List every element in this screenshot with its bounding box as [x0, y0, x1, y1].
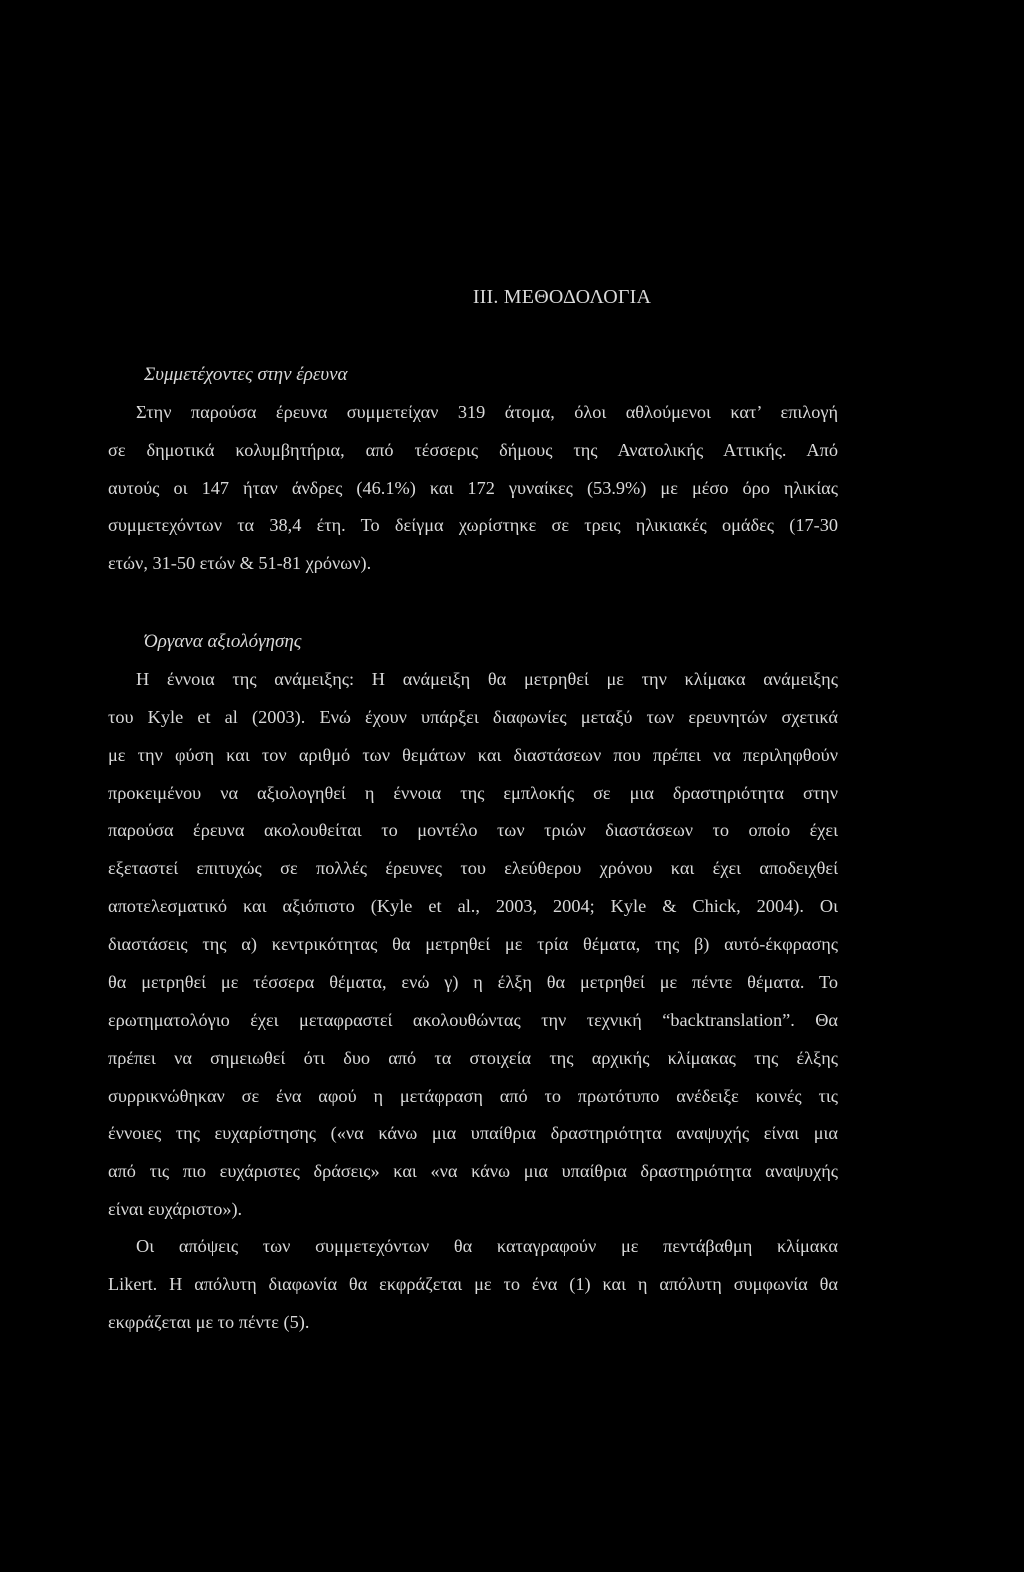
text-line: αποτελεσματικό και αξιόπιστο (Kyle et al., 2003, 2004; Kyle & Chick, 2004). Οι [108, 896, 838, 916]
text-line: Στην παρούσα έρευνα συμμετείχαν 319 άτομα, όλοι αθλούμενοι κατ’ επιλογή [136, 402, 838, 422]
text-line: θα μετρηθεί με τέσσερα θέματα, ενώ γ) η έλξη θα μετρηθεί με πέντε θέματα. Το [108, 972, 838, 992]
text-line: αυτούς οι 147 ήταν άνδρες (46.1%) και 172 γυναίκες (53.9%) με μέσο όρο ηλικίας [108, 478, 838, 498]
text-line: έννοιες της ευχαρίστησης («να κάνω μια υπαίθρια δραστηριότητα αναψυχής είναι μια [108, 1123, 838, 1143]
text-line: προκειμένου να αξιολογηθεί η έννοια της εμπλοκής σε μια δραστηριότητα στην [108, 783, 838, 803]
text-line: του Kyle et al (2003). Ενώ έχουν υπάρξει διαφωνίες μεταξύ των ερευνητών σχετικά [108, 707, 838, 727]
text-line: Η έννοια της ανάμειξης: Η ανάμειξη θα μετρηθεί με την κλίμακα ανάμειξης [136, 669, 838, 689]
text-line: συμμετεχόντων τα 38,4 έτη. Το δείγμα χωρίστηκε σε τρεις ηλικιακές ομάδες (17-30 [108, 515, 838, 535]
text-line: σε δημοτικά κολυμβητήρια, από τέσσερις δήμους της Ανατολικής Αττικής. Από [108, 440, 838, 460]
text-line: Οι απόψεις των συμμετεχόντων θα καταγραφούν με πεντάβαθμη κλίμακα [136, 1236, 838, 1256]
text-line: συρρικνώθηκαν σε ένα αφού η μετάφραση από το πρωτότυπο ανέδειξε κοινές τις [108, 1086, 838, 1106]
text-line: με την φύση και τον αριθμό των θεμάτων και διαστάσεων που πρέπει να περιληφθούν [108, 745, 838, 765]
text-line: από τις πιο ευχάριστες δράσεις» και «να κάνω μια υπαίθρια δραστηριότητα αναψυχής [108, 1161, 838, 1181]
text-line: πρέπει να σημειωθεί ότι δυο από τα στοιχεία της αρχικής κλίμακας της έλξης [108, 1048, 838, 1068]
text-line: είναι ευχάριστο»). [108, 1199, 243, 1219]
text-line: εξεταστεί επιτυχώς σε πολλές έρευνες του ελεύθερου χρόνου και έχει αποδειχθεί [108, 858, 838, 878]
text-line: παρούσα έρευνα ακολουθείται το μοντέλο των τριών διαστάσεων το οποίο έχει [108, 820, 838, 840]
text-line: διαστάσεις της α) κεντρικότητας θα μετρηθεί με τρία θέματα, της β) αυτό-έκφρασης [108, 934, 838, 954]
chapter-title: III. ΜΕΘΟΔΟΛΟΓΙΑ [472, 286, 652, 308]
text-line: εκφράζεται με το πέντε (5). [108, 1312, 310, 1332]
text-line: ερωτηματολόγιο έχει μεταφραστεί ακολουθώντας την τεχνική “backtranslation”. Θα [108, 1010, 838, 1030]
section-title-instruments: Όργανα αξιολόγησης [144, 631, 302, 652]
text-line: Likert. Η απόλυτη διαφωνία θα εκφράζεται με το ένα (1) και η απόλυτη συμφωνία θα [108, 1274, 838, 1294]
text-line: ετών, 31-50 ετών & 51-81 χρόνων). [108, 553, 372, 573]
section-title-participants: Συμμετέχοντες στην έρευνα [144, 364, 348, 385]
